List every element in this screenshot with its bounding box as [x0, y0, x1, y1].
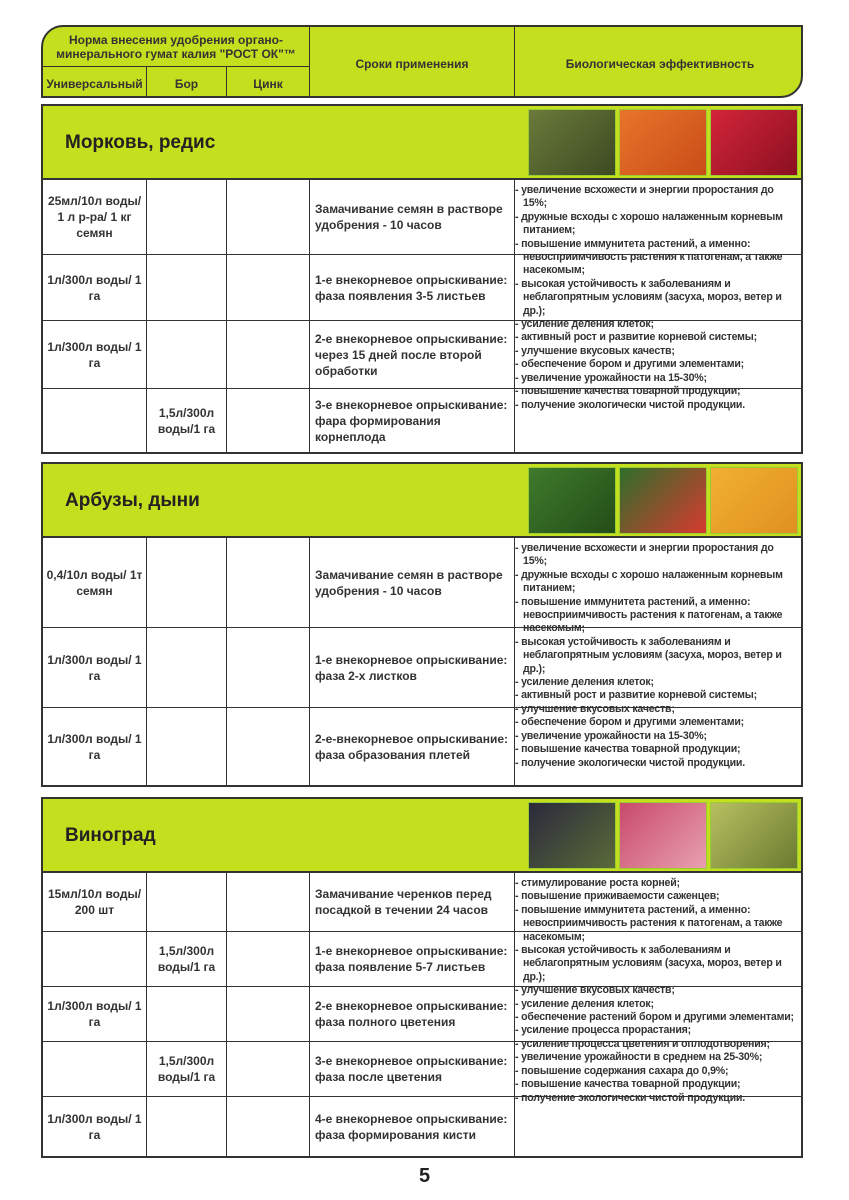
- zinc-cell: [227, 538, 310, 627]
- bio-item: - обеспечение растений бором и другими элементами;: [515, 1011, 794, 1024]
- universal-cell: [43, 932, 147, 986]
- zinc-header: Цинк: [227, 67, 310, 98]
- bio-item-text: активный рост и развитие корневой системы;: [521, 689, 757, 702]
- timing-header: Сроки применения: [310, 27, 515, 98]
- zinc-cell: [227, 321, 310, 388]
- bio-item-text: получение экологически чистой продукции.: [521, 1091, 745, 1104]
- bio-item: - увеличение урожайности в среднем на 25-30%;: [515, 1051, 763, 1064]
- bor-cell: [147, 873, 227, 931]
- dark-grapes-photo: [528, 802, 616, 869]
- bio-item: - увеличение урожайности на 15-30%;: [515, 371, 707, 384]
- timing-cell: Замачивание черенков перед посадкой в течении 24 часов: [310, 873, 515, 931]
- bio-item-text: усиление деления клеток;: [521, 318, 654, 331]
- bio-effectiveness-list: [511, 180, 801, 452]
- bio-item: - высокая устойчивость к заболеваниям и неблагопрятным условиям (засуха, мороз, ветер и др.);: [515, 635, 782, 675]
- universal-cell: 0,4/10л воды/ 1т семян: [43, 538, 147, 627]
- timing-cell: Замачивание семян в растворе удобрения - 10 часов: [310, 538, 515, 627]
- bio-item-text: повышение приживаемости саженцев;: [521, 890, 720, 903]
- timing-cell: 1-е внекорневое опрыскивание: фаза появление 5-7 листьев: [310, 932, 515, 986]
- bio-item: - обеспечение бором и другими элементами;: [515, 716, 744, 729]
- bio-item-text: повышение содержания сахара до 0,9%;: [521, 1064, 729, 1077]
- green-grapes-photo: [710, 802, 798, 869]
- timing-cell: 1-е внекорневое опрыскивание: фаза появления 3-5 листьев: [310, 255, 515, 320]
- timing-cell: 1-е внекорневое опрыскивание: фаза 2-х листков: [310, 628, 515, 707]
- zinc-cell: [227, 628, 310, 707]
- zinc-cell: [227, 932, 310, 986]
- bio-item-text: повышение качества товарной продукции;: [521, 743, 741, 756]
- universal-cell: 1л/300л воды/ 1 га: [43, 708, 147, 785]
- bio-item: - получение экологически чистой продукции.: [515, 1091, 745, 1104]
- zinc-cell: [227, 873, 310, 931]
- bio-item-text: стимулирование роста корней;: [521, 877, 680, 889]
- table-header: [41, 25, 803, 98]
- bio-item: - повышение иммунитета растений, а именно: невосприимчивость растения к патогенам, а также насекомым;: [515, 903, 783, 943]
- bio-item-text: обеспечение растений бором и другими элементами;: [521, 1011, 794, 1024]
- bio-item: - получение экологически чистой продукции.: [515, 398, 745, 411]
- bio-item-text: повышение качества товарной продукции;: [521, 385, 741, 398]
- melons-photo: [710, 467, 798, 534]
- bio-item-text: повышение иммунитета растений, а именно: невосприимчивость растения к патогенам, а также насекомым;: [521, 903, 783, 943]
- bio-item-text: получение экологически чистой продукции.: [521, 398, 745, 411]
- page-number: 5: [418, 1165, 431, 1187]
- bio-item: - активный рост и развитие корневой системы;: [515, 331, 757, 344]
- bor-cell: 1,5л/300л воды/1 га: [147, 389, 227, 452]
- bio-item-text: дружные всходы с хорошо налаженным корневым питанием;: [521, 210, 783, 237]
- bor-cell: [147, 321, 227, 388]
- timing-cell: 3-е внекорневое опрыскивание: фаза после цветения: [310, 1042, 515, 1096]
- bio-item-text: повышение иммунитета растений, а именно: невосприимчивость растения к патогенам, а также насекомым;: [521, 595, 783, 635]
- bio-item: - дружные всходы с хорошо налаженным корневым питанием;: [515, 568, 783, 595]
- universal-cell: [43, 389, 147, 452]
- timing-cell: 4-е внекорневое опрыскивание: фаза формирования кисти: [310, 1097, 515, 1156]
- bio-item-text: усиление деления клеток;: [521, 676, 654, 689]
- bio-item-text: обеспечение бором и другими элементами;: [521, 358, 744, 371]
- timing-cell: Замачивание семян в растворе удобрения - 10 часов: [310, 180, 515, 254]
- timing-cell: 3-е внекорневое опрыскивание: фара формирования корнеплода: [310, 389, 515, 452]
- section-title: Морковь, редис: [65, 132, 216, 153]
- bio-item-text: дружные всходы с хорошо налаженным корневым питанием;: [521, 568, 783, 595]
- bio-item: - повышение качества товарной продукции;: [515, 385, 741, 398]
- bor-cell: [147, 255, 227, 320]
- bio-item: - повышение качества товарной продукции;: [515, 1078, 741, 1091]
- bio-item-text: увеличение урожайности в среднем на 25-30%;: [521, 1051, 763, 1064]
- radish-photo: [710, 109, 798, 176]
- universal-cell: 1л/300л воды/ 1 га: [43, 1097, 147, 1156]
- section-images: [528, 109, 798, 176]
- bio-item: - улучшение вкусовых качеств;: [515, 344, 675, 357]
- bio-item: - высокая устойчивость к заболеваниям и неблагопрятным условиям (засуха, мороз, ветер и др.);: [515, 944, 782, 983]
- bio-item-text: обеспечение бором и другими элементами;: [521, 716, 744, 729]
- bio-item: - повышение качества товарной продукции;: [515, 743, 741, 756]
- bio-item: - высокая устойчивость к заболеваниям и неблагопрятным условиям (засуха, мороз, ветер и др.);: [515, 277, 782, 317]
- section-header: [41, 104, 803, 180]
- bor-cell: 1,5л/300л воды/1 га: [147, 932, 227, 986]
- pink-grapes-photo: [619, 802, 707, 869]
- bio-item-text: усиление процесса цветения и оплодотворения;: [521, 1037, 770, 1050]
- carrots-photo: [619, 109, 707, 176]
- zinc-cell: [227, 987, 310, 1041]
- bor-cell: [147, 987, 227, 1041]
- bor-cell: [147, 628, 227, 707]
- bor-cell: [147, 538, 227, 627]
- bor-cell: 1,5л/300л воды/1 га: [147, 1042, 227, 1096]
- bio-item-text: увеличение урожайности на 15-30%;: [521, 371, 707, 384]
- bor-cell: [147, 180, 227, 254]
- bio-item-text: получение экологически чистой продукции.: [521, 756, 745, 769]
- bio-item-text: высокая устойчивость к заболеваниям и неблагопрятным условиям (засуха, мороз, ветер и др.);: [521, 277, 782, 317]
- bio-item: - усиление деления клеток;: [515, 676, 654, 689]
- zinc-cell: [227, 180, 310, 254]
- bio-item-text: высокая устойчивость к заболеваниям и неблагопрятным условиям (засуха, мороз, ветер и др.);: [521, 944, 782, 983]
- bio-item-text: усиление деления клеток;: [521, 997, 654, 1010]
- zinc-cell: [227, 255, 310, 320]
- universal-cell: [43, 1042, 147, 1096]
- universal-cell: 1л/300л воды/ 1 га: [43, 321, 147, 388]
- bor-header: Бор: [147, 67, 227, 98]
- section-images: [528, 467, 798, 534]
- bio-item: - стимулирование роста корней;: [515, 877, 680, 889]
- section-table: [41, 538, 803, 787]
- section-title: Виноград: [65, 825, 156, 846]
- universal-header: Универсальный: [43, 67, 147, 98]
- bio-item: - увеличение всхожести и энергии проростания до 15%;: [515, 184, 774, 210]
- bio-item: - улучшение вкусовых качеств;: [515, 702, 675, 715]
- section-header: [41, 797, 803, 873]
- universal-cell: 15мл/10л воды/ 200 шт: [43, 873, 147, 931]
- bio-item-text: улучшение вкусовых качеств;: [521, 984, 675, 997]
- universal-cell: 1л/300л воды/ 1 га: [43, 987, 147, 1041]
- bio-item: - получение экологически чистой продукции.: [515, 756, 745, 769]
- bio-effectiveness-list: [511, 538, 801, 785]
- bio-item-text: усиление процесса прорастания;: [521, 1024, 691, 1037]
- bio-item: - усиление деления клеток;: [515, 318, 654, 331]
- bio-item: - усиление деления клеток;: [515, 997, 654, 1010]
- zinc-cell: [227, 1042, 310, 1096]
- bio-item-text: высокая устойчивость к заболеваниям и неблагопрятным условиям (засуха, мороз, ветер и др.);: [521, 635, 782, 675]
- section-table: [41, 180, 803, 454]
- bor-cell: [147, 708, 227, 785]
- bio-item: - повышение приживаемости саженцев;: [515, 890, 720, 903]
- bio-item: - активный рост и развитие корневой системы;: [515, 689, 757, 702]
- norm-header: Норма внесения удобрения органо-минерального гумат калия "РОСТ ОК"™: [43, 27, 310, 67]
- zinc-cell: [227, 708, 310, 785]
- bio-item-text: повышение иммунитета растений, а именно: невосприимчивость растения к патогенам, а также насекомым;: [521, 237, 783, 277]
- universal-cell: 25мл/10л воды/ 1 л р-ра/ 1 кг семян: [43, 180, 147, 254]
- bio-item: - усиление процесса цветения и оплодотворения;: [515, 1037, 770, 1050]
- carrot-plants-photo: [528, 109, 616, 176]
- bio-item: - повышение иммунитета растений, а именно: невосприимчивость растения к патогенам, а также насекомым;: [515, 595, 783, 635]
- watermelon-field-photo: [528, 467, 616, 534]
- bio-effectiveness-list: [511, 873, 801, 1156]
- bio-item-text: увеличение всхожести и энергии проростания до 15%;: [521, 542, 774, 568]
- bio-item: - увеличение урожайности на 15-30%;: [515, 729, 707, 742]
- section-images: [528, 802, 798, 869]
- section-header: [41, 462, 803, 538]
- timing-cell: 2-е-внекорневое опрыскивание: фаза образования плетей: [310, 708, 515, 785]
- bio-item-text: активный рост и развитие корневой системы;: [521, 331, 757, 344]
- bio-item-text: улучшение вкусовых качеств;: [521, 702, 675, 715]
- bio-item: - повышение содержания сахара до 0,9%;: [515, 1064, 729, 1077]
- zinc-cell: [227, 1097, 310, 1156]
- bio-item: - увеличение всхожести и энергии проростания до 15%;: [515, 542, 774, 568]
- bio-item-text: увеличение всхожести и энергии проростания до 15%;: [521, 184, 774, 210]
- timing-cell: 2-е внекорневое опрыскивание: через 15 дней после второй обработки: [310, 321, 515, 388]
- bio-item-text: увеличение урожайности на 15-30%;: [521, 729, 707, 742]
- bio-item: - дружные всходы с хорошо налаженным корневым питанием;: [515, 210, 783, 237]
- zinc-cell: [227, 389, 310, 452]
- section-table: [41, 873, 803, 1158]
- bio-item-text: улучшение вкусовых качеств;: [521, 344, 675, 357]
- bio-item: - усиление процесса прорастания;: [515, 1024, 691, 1037]
- universal-cell: 1л/300л воды/ 1 га: [43, 255, 147, 320]
- bio-header: Биологическая эффективность: [565, 56, 755, 71]
- bor-cell: [147, 1097, 227, 1156]
- bio-item: - повышение иммунитета растений, а именно: невосприимчивость растения к патогенам, а также насекомым;: [515, 237, 783, 277]
- timing-cell: 2-е внекорневое опрыскивание: фаза полного цветения: [310, 987, 515, 1041]
- universal-cell: 1л/300л воды/ 1 га: [43, 628, 147, 707]
- watermelon-slice-photo: [619, 467, 707, 534]
- section-title: Арбузы, дыни: [65, 490, 200, 511]
- bio-item: - улучшение вкусовых качеств;: [515, 984, 675, 997]
- bio-item: - обеспечение бором и другими элементами;: [515, 358, 744, 371]
- bio-item-text: повышение качества товарной продукции;: [521, 1078, 741, 1091]
